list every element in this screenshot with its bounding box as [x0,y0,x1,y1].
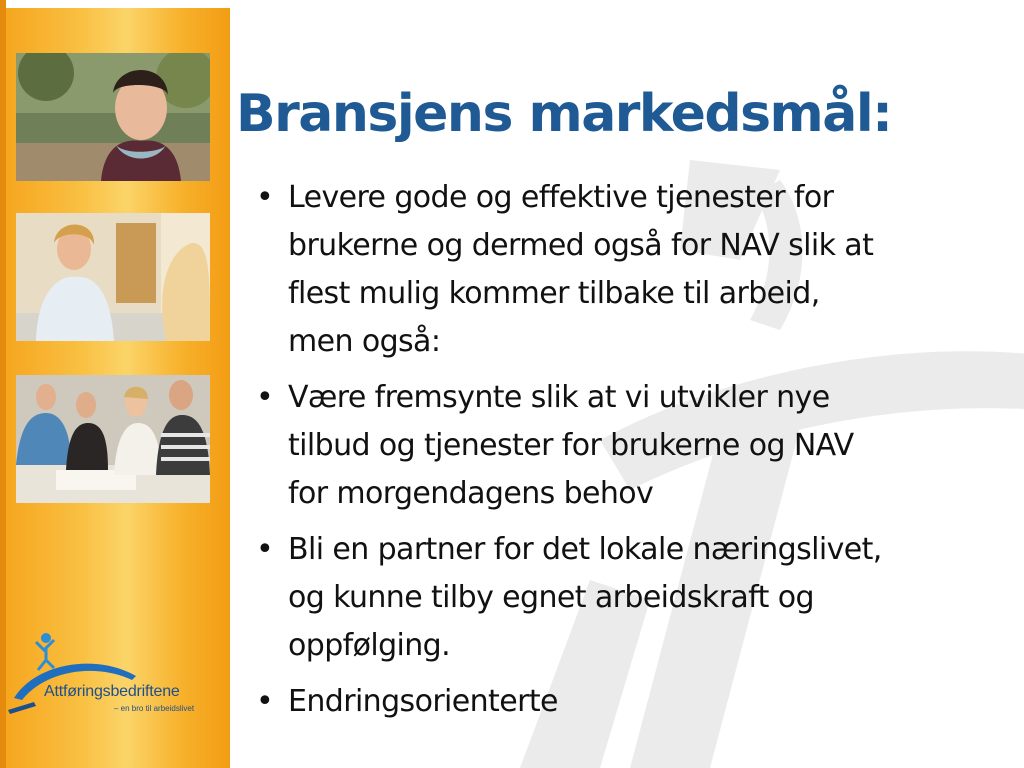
bullet-line: tilbud og tjenester for brukerne og NAV [288,428,854,463]
logo-tagline: – en bro til arbeidslivet [114,704,195,713]
figure-on-bridge-logo-icon [6,628,226,728]
women-in-office-photo [16,213,210,341]
bullet-icon: • [256,180,274,215]
logo-name: Attføringsbedriftene [44,683,180,700]
sidebar-top-strip [0,0,230,8]
bullet-line: men også: [288,324,441,359]
bullet-line: Levere gode og effektive tjenester for [288,180,834,215]
bullet-line: flest mulig kommer tilbake til arbeid, [288,276,820,311]
bullet-line: og kunne tilby egnet arbeidskraft og [288,580,814,615]
bullet-icon: • [256,532,274,567]
bullet-line: Bli en partner for det lokale næringslivet, [288,532,882,567]
bullet-item [252,526,972,670]
smiling-woman-photo [16,53,210,181]
bullet-line: brukerne og dermed også for NAV slik at [288,228,874,263]
bullet-item [252,678,972,726]
group-working-at-table-photo [16,375,210,503]
slide-title: Bransjens markedsmål: [236,84,892,144]
sidebar [0,0,230,768]
bullet-line: oppfølging. [288,628,451,663]
bullet-icon: • [256,684,274,719]
bullet-list [252,174,972,734]
bullet-line: for morgendagens behov [288,476,654,511]
bullet-line: Endringsorienterte [288,684,558,719]
bullet-item [252,374,972,518]
bullet-item [252,174,972,366]
bullet-line: Være fremsynte slik at vi utvikler nye [288,380,830,415]
attforingsbedriftene-logo [6,628,226,728]
bullet-icon: • [256,380,274,415]
